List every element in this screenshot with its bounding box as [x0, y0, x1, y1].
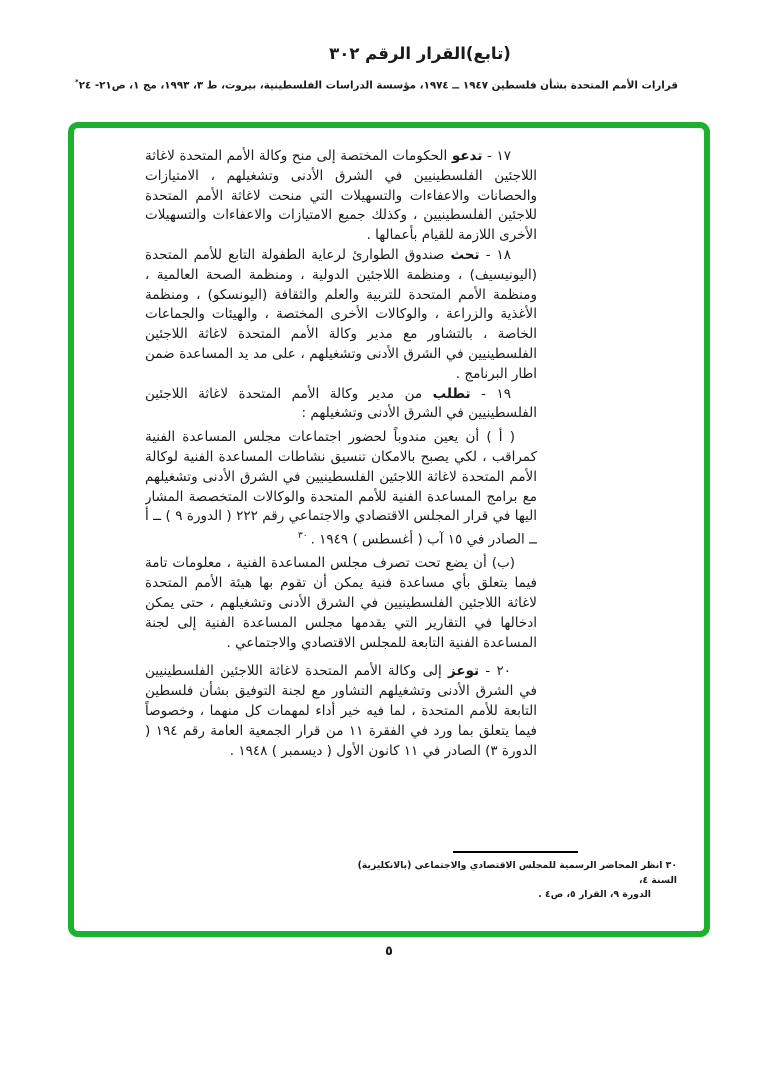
paragraph-18	[145, 246, 537, 385]
paragraph-19-item-b	[145, 554, 537, 653]
paragraph-body: صندوق الطوارئ لرعاية الطفولة التابع للأمم المتحدة (اليونيسيف) ، ومنظمة اللاجئين الدولية ، ومنظمة الصحة العالمية ، ومنظمة الأمم المتحدة للتربية والعلم والثقافة (اليونسكو) ، ومنظمة الأغذية والزراعة ، والوكالات الأخرى المختصة ، والهيئات والجماعات الخاصة ، بالتشاور مع مدير وكالة الأمم المتحدة لاغاثة اللاجئين الفلسطينيين في الشرق الأدنى وتشغيلهم ، على مد يد المساعدة ضمن اطار البرنامج .	[145, 246, 537, 382]
paragraph-body: أن يضع تحت تصرف مجلس المساعدة الفنية ، معلومات تامة فيما يتعلق بأي مساعدة فنية يمكن أن تقوم بها هيئة الأمم المتحدة لاغاثة اللاجئين الفلسطينيين في الشرق الأدنى وتشغيلهم ، حتى يمكن ادخالها في التقارير التي يقدمها مجلس المساعدة الفنية إلى لجنة المساعدة الفنية التابعة للمجلس الاقتصادي والاجتماعي .	[145, 555, 537, 651]
paragraph-number: ١٩ -	[470, 385, 511, 402]
paragraph-20	[145, 662, 537, 761]
item-label: (ب)	[486, 555, 515, 572]
footnote-divider-rule	[453, 851, 578, 853]
paragraph-keyword: توعز	[447, 663, 480, 680]
paragraph-number: ٢٠ -	[479, 663, 511, 680]
page-number: ٥	[385, 944, 393, 959]
footnote-line-2: الدورة ٩، القرار ٥، ص٤ .	[538, 889, 651, 900]
paragraph-keyword: تطلب	[432, 385, 471, 402]
paragraph-keyword: تحث	[450, 246, 480, 263]
paragraph-body: الحكومات المختصة إلى منح وكالة الأمم المتحدة لاغاثة اللاجئين الفلسطينيين في الشرق الأدنى وتشغيلهم ، الامتيازات والحصانات والاعفاءات والتسهيلات التي منحت لاغاثة الأمم المتحدة للاجئين الفلسطينيين ، وكذلك جميع الامتيازات والاعفاءات والتسهيلات الأخرى اللازمة للقيام بأعمالها .	[145, 148, 537, 244]
paragraph-19	[145, 385, 537, 425]
page-title: (تابع)القرار الرقم ٣٠٢	[329, 44, 511, 63]
paragraph-body: أن يعين مندوباً لحضور اجتماعات مجلس المساعدة الفنية كمراقب ، لكي يصبح بالامكان تنسيق نشاطات المساعدة الفنية لوكالة الأمم المتحدة لاغاثة اللاجئين الفلسطينيين في الشرق الأدنى وتشغيلهم مع برامج المساعدة الفنية للأمم المتحدة والوكالات المتخصصة المشار اليها في قرار المجلس الاقتصادي والاجتماعي رقم ٢٢٢ ( الدورة ٩ ) ــ أ ــ الصادر في ١٥ آب ( أغسطس ) ١٩٤٩ .	[145, 429, 537, 548]
paragraph-17	[145, 147, 537, 246]
citation-footnote-marker: *	[75, 78, 79, 86]
paragraph-number: ١٨ -	[479, 246, 511, 263]
source-citation-line	[75, 78, 678, 92]
footnote-30	[341, 859, 677, 903]
item-label: ( أ )	[479, 429, 515, 446]
citation-text: قرارات الأمم المتحدة بشأن فلسطين ١٩٤٧ ــ ١٩٧٤، مؤسسة الدراسات الفلسطينية، بيروت، ط ٣، ١٩٩٣، مج ١، ص٢١- ٢٤	[78, 79, 678, 92]
paragraph-body: إلى وكالة الأمم المتحدة لاغاثة اللاجئين الفلسطينيين في الشرق الأدنى وتشغيلهم التشاور مع لجنة التوفيق بشأن فلسطين التابعة للأمم المتحدة ، لما فيه خير أداء لمهمات كل منهما ، وخصوصاً فيما يتعلق بما ورد في الفقرة ١١ من قرار الجمعية العامة رقم ١٩٤ ( الدورة ٣) الصادر في ١١ كانون الأول ( ديسمبر ) ١٩٤٨ .	[145, 663, 537, 759]
paragraph-number: ١٧ -	[482, 148, 511, 164]
paragraph-19-item-a	[145, 428, 537, 550]
paragraph-body: من مدير وكالة الأمم المتحدة لاغاثة اللاجئين الفلسطينيين في الشرق الأدنى وتشغيلهم :	[145, 385, 537, 422]
footnote-reference-30: ٣٠	[297, 531, 308, 542]
resolution-text-column	[145, 147, 537, 929]
paragraph-keyword: تدعو	[451, 148, 483, 164]
footnote-line-1: ٣٠ انظر المحاضر الرسمية للمجلس الاقتصادي والاجتماعي (بالانكليزية) السنة ٤،	[357, 860, 677, 886]
